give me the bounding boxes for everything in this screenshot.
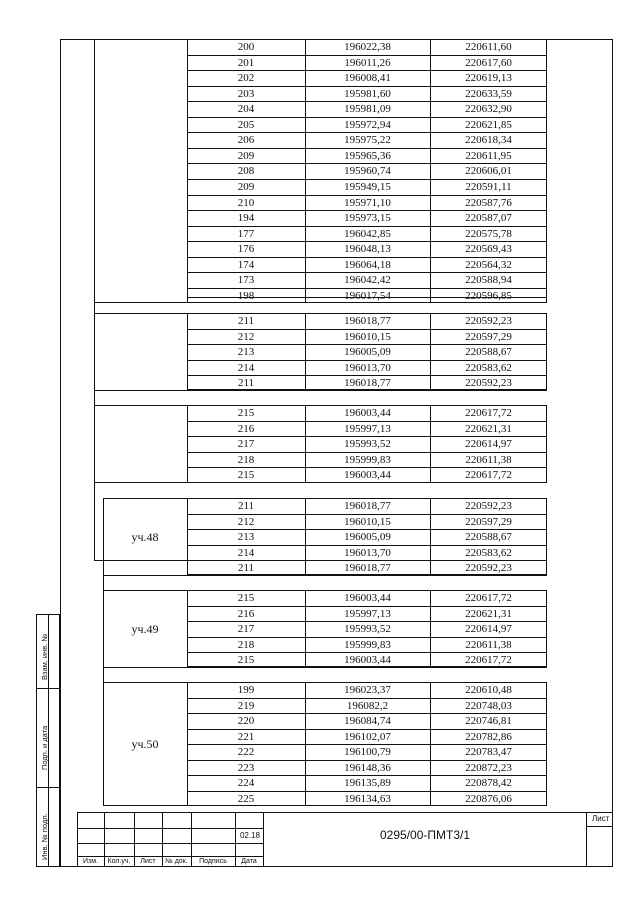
point-number: 217 bbox=[237, 438, 255, 451]
coord-y: 220575,78 bbox=[465, 227, 512, 240]
coord-x: 195975,22 bbox=[344, 134, 391, 147]
point-number: 210 bbox=[237, 196, 255, 209]
coord-y: 220597,29 bbox=[465, 330, 512, 343]
title-block-header: Подпись bbox=[199, 858, 227, 865]
coord-y: 220606,01 bbox=[465, 165, 512, 178]
coord-y: 220617,72 bbox=[465, 469, 512, 482]
coord-x: 196100,79 bbox=[344, 746, 391, 759]
point-number: 204 bbox=[237, 103, 255, 116]
coord-x: 196008,41 bbox=[344, 72, 391, 85]
point-number: 205 bbox=[237, 118, 255, 131]
point-number: 223 bbox=[237, 761, 255, 774]
coord-x: 195981,60 bbox=[344, 87, 391, 100]
point-number: 224 bbox=[237, 777, 255, 790]
coord-x: 195972,94 bbox=[344, 118, 391, 131]
coord-x: 196018,77 bbox=[344, 315, 391, 327]
coord-y: 220611,38 bbox=[465, 453, 512, 466]
coord-x: 196134,63 bbox=[344, 792, 391, 805]
point-number: 209 bbox=[237, 149, 255, 162]
point-number: 211 bbox=[237, 562, 255, 575]
coord-x: 196003,44 bbox=[344, 654, 391, 667]
point-number: 176 bbox=[237, 243, 255, 256]
coord-y: 220610,48 bbox=[465, 684, 512, 696]
plot-label: уч.50 bbox=[131, 737, 159, 752]
coord-x: 196018,77 bbox=[344, 562, 391, 575]
coord-y: 220621,31 bbox=[465, 422, 512, 435]
coord-y: 220621,31 bbox=[465, 607, 512, 620]
coord-y: 220588,94 bbox=[465, 274, 512, 287]
coord-y: 220611,95 bbox=[465, 149, 512, 162]
coord-y: 220878,42 bbox=[465, 777, 512, 790]
point-number: 218 bbox=[237, 453, 255, 466]
coord-x: 196017,54 bbox=[344, 289, 391, 302]
coord-x: 195965,36 bbox=[344, 149, 391, 162]
coord-y: 220632,90 bbox=[465, 103, 512, 116]
point-number: 212 bbox=[237, 330, 255, 343]
coord-y: 220782,86 bbox=[465, 730, 512, 743]
coord-y: 220592,23 bbox=[465, 500, 512, 512]
coord-x: 195960,74 bbox=[344, 165, 391, 178]
point-number: 220 bbox=[237, 715, 255, 728]
point-number: 211 bbox=[237, 315, 255, 327]
side-stamp-vzam-inv: Взам. инв. № bbox=[40, 633, 49, 680]
sheet-label: Лист bbox=[592, 814, 610, 823]
coord-y: 220583,62 bbox=[465, 361, 512, 374]
point-number: 214 bbox=[237, 361, 255, 374]
title-block-header: Дата bbox=[241, 858, 257, 865]
coord-x: 195993,52 bbox=[344, 623, 391, 636]
point-number: 221 bbox=[237, 730, 255, 743]
title-block-header: Лист bbox=[140, 858, 156, 865]
point-number: 177 bbox=[237, 227, 255, 240]
coord-y: 220748,03 bbox=[465, 699, 512, 712]
point-number: 214 bbox=[237, 546, 255, 559]
coord-x: 196064,18 bbox=[344, 258, 391, 271]
coord-y: 220618,34 bbox=[465, 134, 512, 147]
coord-y: 220617,72 bbox=[465, 407, 512, 419]
point-number: 211 bbox=[237, 500, 255, 512]
point-number: 215 bbox=[237, 654, 255, 667]
title-block-header: № док. bbox=[165, 858, 188, 865]
point-number: 218 bbox=[237, 638, 255, 651]
point-number: 203 bbox=[237, 87, 255, 100]
coord-y: 220592,23 bbox=[465, 315, 512, 327]
coord-y: 220783,47 bbox=[465, 746, 512, 759]
point-number: 173 bbox=[237, 274, 255, 287]
point-number: 215 bbox=[237, 592, 255, 604]
point-number: 208 bbox=[237, 165, 255, 178]
coord-y: 220587,07 bbox=[465, 212, 512, 225]
coord-x: 196023,37 bbox=[344, 684, 391, 696]
coord-y: 220583,62 bbox=[465, 546, 512, 559]
coord-x: 196135,89 bbox=[344, 777, 391, 790]
coord-y: 220621,85 bbox=[465, 118, 512, 131]
coord-x: 196003,44 bbox=[344, 469, 391, 482]
point-number: 211 bbox=[237, 377, 255, 390]
point-number: 216 bbox=[237, 607, 255, 620]
coord-y: 220619,13 bbox=[465, 72, 512, 85]
coord-y: 220617,60 bbox=[465, 56, 512, 69]
coord-x: 196148,36 bbox=[344, 761, 391, 774]
point-number: 200 bbox=[237, 41, 255, 53]
point-number: 215 bbox=[237, 469, 255, 482]
coord-x: 196042,85 bbox=[344, 227, 391, 240]
point-number: 194 bbox=[237, 212, 255, 225]
title-block-header: Изм. bbox=[83, 858, 98, 865]
coord-x: 196003,44 bbox=[344, 407, 391, 419]
coord-x: 196084,74 bbox=[344, 715, 391, 728]
point-number: 225 bbox=[237, 792, 255, 805]
title-date-value: 02.18 bbox=[239, 831, 261, 840]
coord-x: 195949,15 bbox=[344, 180, 391, 193]
point-number: 213 bbox=[237, 531, 255, 544]
point-number: 199 bbox=[237, 684, 255, 696]
point-number: 222 bbox=[237, 746, 255, 759]
coord-x: 196018,77 bbox=[344, 377, 391, 390]
side-stamp-inv-podl: Инв. № подл. bbox=[40, 813, 49, 860]
coord-y: 220587,76 bbox=[465, 196, 512, 209]
coord-x: 195999,83 bbox=[344, 638, 391, 651]
point-number: 219 bbox=[237, 699, 255, 712]
coord-x: 196102,07 bbox=[344, 730, 391, 743]
coord-x: 195981,09 bbox=[344, 103, 391, 116]
coord-x: 195997,13 bbox=[344, 607, 391, 620]
coord-y: 220564,32 bbox=[465, 258, 512, 271]
coord-y: 220617,72 bbox=[465, 592, 512, 604]
coord-x: 196003,44 bbox=[344, 592, 391, 604]
coord-x: 196042,42 bbox=[344, 274, 391, 287]
point-number: 206 bbox=[237, 134, 255, 147]
coord-y: 220592,23 bbox=[465, 562, 512, 575]
coord-x: 196022,38 bbox=[344, 41, 391, 53]
coord-x: 195997,13 bbox=[344, 422, 391, 435]
coord-x: 196013,70 bbox=[344, 361, 391, 374]
coord-x: 196018,77 bbox=[344, 500, 391, 512]
coord-y: 220617,72 bbox=[465, 654, 512, 667]
point-number: 213 bbox=[237, 346, 255, 359]
plot-label: уч.48 bbox=[131, 529, 159, 544]
coord-y: 220611,60 bbox=[465, 41, 512, 53]
point-number: 216 bbox=[237, 422, 255, 435]
coord-x: 196048,13 bbox=[344, 243, 391, 256]
coord-y: 220588,67 bbox=[465, 346, 512, 359]
point-number: 201 bbox=[237, 56, 255, 69]
coord-x: 196005,09 bbox=[344, 531, 391, 544]
coord-y: 220746,81 bbox=[465, 715, 512, 728]
coord-x: 196013,70 bbox=[344, 546, 391, 559]
point-number: 174 bbox=[237, 258, 255, 271]
coord-y: 220876,06 bbox=[465, 792, 512, 805]
document-code: 0295/00-ПМТ3/1 bbox=[380, 828, 471, 842]
coord-y: 220596,85 bbox=[465, 289, 512, 302]
coord-y: 220872,23 bbox=[465, 761, 512, 774]
coord-x: 196082,2 bbox=[346, 699, 389, 712]
coord-x: 195971,10 bbox=[344, 196, 391, 209]
coord-x: 196005,09 bbox=[344, 346, 391, 359]
coord-y: 220588,67 bbox=[465, 531, 512, 544]
point-number: 212 bbox=[237, 515, 255, 528]
side-stamp-podp-data: Подп. и дата bbox=[40, 725, 49, 770]
point-number: 217 bbox=[237, 623, 255, 636]
coord-y: 220614,97 bbox=[465, 438, 512, 451]
coord-y: 220591,11 bbox=[465, 180, 512, 193]
coord-x: 196010,15 bbox=[344, 515, 391, 528]
coord-y: 220592,23 bbox=[465, 377, 512, 390]
point-number: 209 bbox=[237, 180, 255, 193]
coord-x: 196011,26 bbox=[344, 56, 391, 69]
point-number: 215 bbox=[237, 407, 255, 419]
plot-label: уч.49 bbox=[131, 621, 159, 636]
coord-x: 196010,15 bbox=[344, 330, 391, 343]
point-number: 198 bbox=[237, 289, 255, 302]
coord-x: 195993,52 bbox=[344, 438, 391, 451]
title-block-header: Кол.уч. bbox=[107, 858, 131, 865]
coord-y: 220633,59 bbox=[465, 87, 512, 100]
coord-y: 220569,43 bbox=[465, 243, 512, 256]
coord-y: 220597,29 bbox=[465, 515, 512, 528]
coord-x: 195999,83 bbox=[344, 453, 391, 466]
coord-y: 220611,38 bbox=[465, 638, 512, 651]
coord-y: 220614,97 bbox=[465, 623, 512, 636]
coord-x: 195973,15 bbox=[344, 212, 391, 225]
point-number: 202 bbox=[237, 72, 255, 85]
